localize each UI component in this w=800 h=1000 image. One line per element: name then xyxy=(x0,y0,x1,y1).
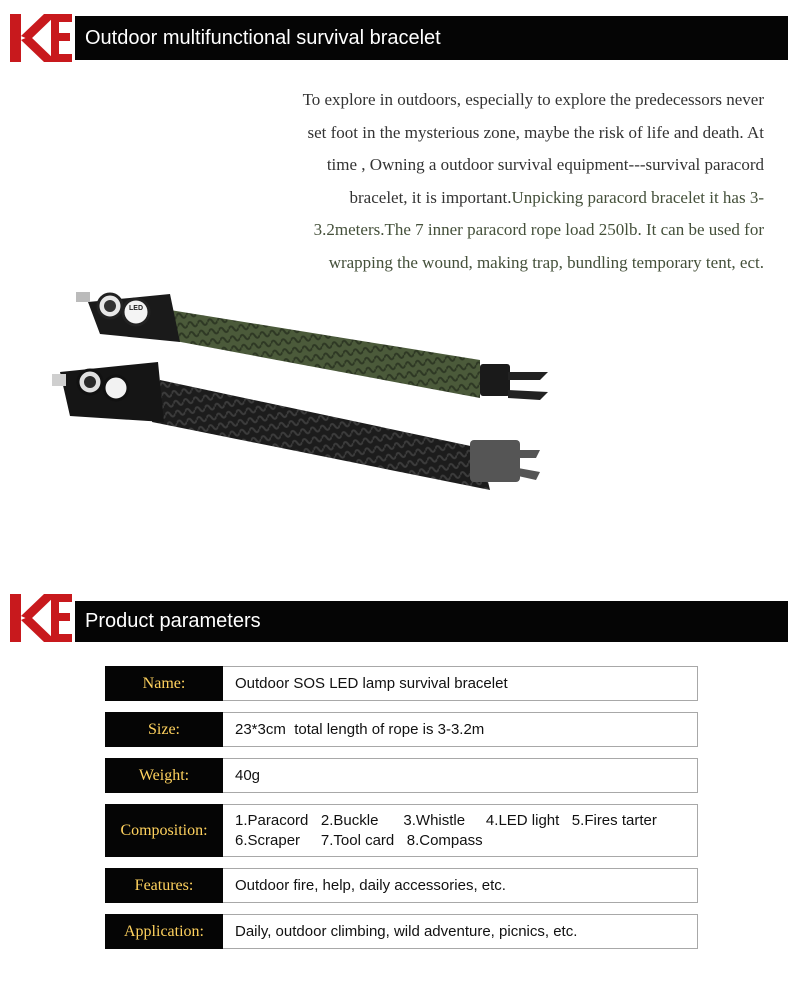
param-label: Size: xyxy=(105,712,223,747)
param-row-features xyxy=(105,868,698,903)
parameters-table xyxy=(105,666,698,949)
param-label: Application: xyxy=(105,914,223,949)
param-value: 40g xyxy=(223,758,698,793)
param-row-application xyxy=(105,914,698,949)
param-label: Composition: xyxy=(105,804,223,857)
param-row-composition xyxy=(105,804,698,857)
product-image xyxy=(40,280,560,530)
brand-logo xyxy=(10,12,72,64)
param-row-size xyxy=(105,712,698,747)
param-value: Outdoor fire, help, daily accessories, etc. xyxy=(223,868,698,903)
param-label: Name: xyxy=(105,666,223,701)
param-value: 1.Paracord 2.Buckle 3.Whistle 4.LED light 5.Fires tarter 6.Scraper 7.Tool card 8.Compass xyxy=(223,804,698,857)
param-value: Daily, outdoor climbing, wild adventure, picnics, etc. xyxy=(223,914,698,949)
param-value: 23*3cm total length of rope is 3-3.2m xyxy=(223,712,698,747)
intro-highlight-text: Unpicking paracord bracelet it has 3-3.2meters.The 7 inner paracord rope load 250lb. It can be used for wrapping the wound, making trap, bundling temporary tent, ect. xyxy=(313,187,764,272)
svg-text:LED: LED xyxy=(129,305,143,312)
param-value: Outdoor SOS LED lamp survival bracelet xyxy=(223,666,698,701)
section-title: Product parameters xyxy=(75,601,788,642)
param-label: Weight: xyxy=(105,758,223,793)
intro-text: To explore in outdoors, especially to explore the predecessors never set foot in the mysterious zone, maybe the risk of life and death. At time , Owning a outdoor survival equipment---survival paracord bracelet, it is important. xyxy=(302,90,764,207)
intro-paragraph xyxy=(296,84,764,280)
param-row-name xyxy=(105,666,698,701)
brand-logo xyxy=(10,592,72,644)
param-row-weight xyxy=(105,758,698,793)
section-title: Outdoor multifunctional survival bracelet xyxy=(75,16,788,60)
param-label: Features: xyxy=(105,868,223,903)
